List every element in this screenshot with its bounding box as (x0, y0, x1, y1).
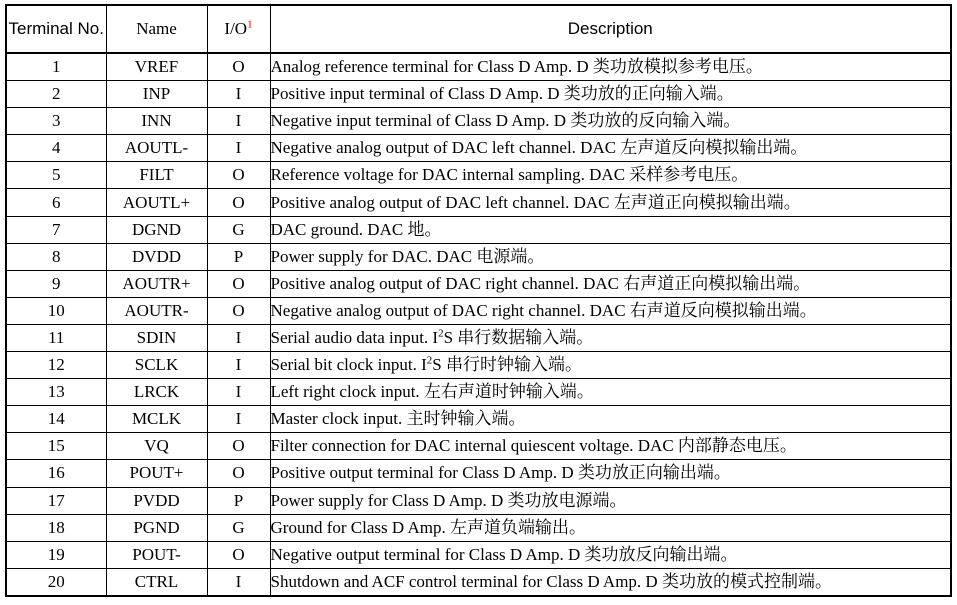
table-row (6, 270, 951, 297)
pin-name-cell: PVDD (106, 487, 207, 514)
terminal-number-cell: 6 (6, 189, 106, 216)
header-io (207, 5, 270, 53)
description-cell: Left right clock input. 左右声道时钟输入端。 (270, 379, 951, 406)
terminal-number-cell: 12 (6, 352, 106, 379)
pin-name-cell: SCLK (106, 352, 207, 379)
description-cell: Negative input terminal of Class D Amp. D 类功放的反向输入端。 (270, 108, 951, 135)
pin-description-table-container (5, 4, 952, 597)
description-text: Serial audio data input. I (270, 327, 439, 347)
description-superscript: 2 (438, 327, 444, 340)
terminal-number-cell: 15 (6, 433, 106, 460)
description-cell (270, 352, 951, 379)
table-row (6, 189, 951, 216)
table-row (6, 541, 951, 568)
io-type-cell: O (207, 460, 270, 487)
terminal-number-cell: 5 (6, 162, 106, 189)
header-io-label: I/O (224, 19, 248, 38)
io-type-cell: O (207, 189, 270, 216)
io-type-cell: I (207, 379, 270, 406)
io-type-cell: I (207, 406, 270, 433)
header-name: Name (106, 5, 207, 53)
description-cell: Filter connection for DAC internal quiescent voltage. DAC 内部静态电压。 (270, 433, 951, 460)
table-row (6, 460, 951, 487)
io-type-cell: I (207, 324, 270, 351)
terminal-number-cell: 14 (6, 406, 106, 433)
table-row (6, 514, 951, 541)
table-row (6, 162, 951, 189)
pin-name-cell: CTRL (106, 568, 207, 596)
description-cell: Negative analog output of DAC left channel. DAC 左声道反向模拟输出端。 (270, 135, 951, 162)
table-row (6, 108, 951, 135)
terminal-number-cell: 2 (6, 81, 106, 108)
header-io-footnote: 1 (247, 18, 253, 31)
terminal-number-cell: 16 (6, 460, 106, 487)
table-row (6, 379, 951, 406)
io-type-cell: I (207, 81, 270, 108)
io-type-cell: O (207, 297, 270, 324)
table-row (6, 324, 951, 351)
table-row (6, 135, 951, 162)
description-cell: Positive output terminal for Class D Amp. D 类功放正向输出端。 (270, 460, 951, 487)
terminal-number-cell: 4 (6, 135, 106, 162)
io-type-cell: O (207, 53, 270, 81)
header-description: Description (270, 5, 951, 53)
table-row (6, 568, 951, 596)
description-cell: Master clock input. 主时钟输入端。 (270, 406, 951, 433)
pin-name-cell: DGND (106, 216, 207, 243)
table-row (6, 297, 951, 324)
pin-name-cell: PGND (106, 514, 207, 541)
pin-name-cell: LRCK (106, 379, 207, 406)
io-type-cell: P (207, 243, 270, 270)
io-type-cell: O (207, 433, 270, 460)
pin-name-cell: VQ (106, 433, 207, 460)
header-terminal-no: Terminal No. (6, 5, 106, 53)
pin-name-cell: FILT (106, 162, 207, 189)
description-cell: Negative output terminal for Class D Amp. D 类功放反向输出端。 (270, 541, 951, 568)
table-row (6, 216, 951, 243)
io-type-cell: G (207, 216, 270, 243)
table-row (6, 53, 951, 81)
description-cell: Positive input terminal of Class D Amp. D 类功放的正向输入端。 (270, 81, 951, 108)
description-cell: Power supply for Class D Amp. D 类功放电源端。 (270, 487, 951, 514)
pin-name-cell: SDIN (106, 324, 207, 351)
description-cell: Shutdown and ACF control terminal for Class D Amp. D 类功放的模式控制端。 (270, 568, 951, 596)
table-header-row (6, 5, 951, 53)
io-type-cell: I (207, 135, 270, 162)
io-type-cell: I (207, 108, 270, 135)
description-cell: Positive analog output of DAC left channel. DAC 左声道正向模拟输出端。 (270, 189, 951, 216)
terminal-number-cell: 18 (6, 514, 106, 541)
terminal-number-cell: 1 (6, 53, 106, 81)
pin-name-cell: AOUTR+ (106, 270, 207, 297)
pin-name-cell: INN (106, 108, 207, 135)
pin-name-cell: POUT- (106, 541, 207, 568)
description-cell (270, 324, 951, 351)
description-cell: Ground for Class D Amp. 左声道负端输出。 (270, 514, 951, 541)
pin-name-cell: AOUTR- (106, 297, 207, 324)
description-text: Serial bit clock input. I (270, 355, 427, 375)
pin-name-cell: AOUTL- (106, 135, 207, 162)
description-cell: Reference voltage for DAC internal sampling. DAC 采样参考电压。 (270, 162, 951, 189)
terminal-number-cell: 9 (6, 270, 106, 297)
table-row (6, 81, 951, 108)
description-cell: DAC ground. DAC 地。 (270, 216, 951, 243)
table-row (6, 433, 951, 460)
pin-description-table (5, 4, 952, 597)
terminal-number-cell: 19 (6, 541, 106, 568)
description-text: S 串行数据输入端。 (443, 327, 594, 347)
table-row (6, 406, 951, 433)
io-type-cell: O (207, 541, 270, 568)
description-cell: Negative analog output of DAC right channel. DAC 右声道反向模拟输出端。 (270, 297, 951, 324)
pin-name-cell: POUT+ (106, 460, 207, 487)
pin-name-cell: VREF (106, 53, 207, 81)
table-row (6, 352, 951, 379)
terminal-number-cell: 8 (6, 243, 106, 270)
io-type-cell: G (207, 514, 270, 541)
pin-name-cell: INP (106, 81, 207, 108)
io-type-cell: O (207, 162, 270, 189)
pin-name-cell: DVDD (106, 243, 207, 270)
description-cell: Positive analog output of DAC right channel. DAC 右声道正向模拟输出端。 (270, 270, 951, 297)
table-row (6, 243, 951, 270)
description-text: S 串行时钟输入端。 (432, 355, 582, 375)
terminal-number-cell: 3 (6, 108, 106, 135)
terminal-number-cell: 17 (6, 487, 106, 514)
io-type-cell: O (207, 270, 270, 297)
description-cell: Analog reference terminal for Class D Amp. D 类功放模拟参考电压。 (270, 53, 951, 81)
io-type-cell: I (207, 352, 270, 379)
pin-name-cell: AOUTL+ (106, 189, 207, 216)
terminal-number-cell: 10 (6, 297, 106, 324)
io-type-cell: I (207, 568, 270, 596)
io-type-cell: P (207, 487, 270, 514)
terminal-number-cell: 20 (6, 568, 106, 596)
terminal-number-cell: 11 (6, 324, 106, 351)
table-body (6, 53, 951, 596)
pin-name-cell: MCLK (106, 406, 207, 433)
table-row (6, 487, 951, 514)
terminal-number-cell: 13 (6, 379, 106, 406)
terminal-number-cell: 7 (6, 216, 106, 243)
description-cell: Power supply for DAC. DAC 电源端。 (270, 243, 951, 270)
description-superscript: 2 (426, 354, 433, 367)
